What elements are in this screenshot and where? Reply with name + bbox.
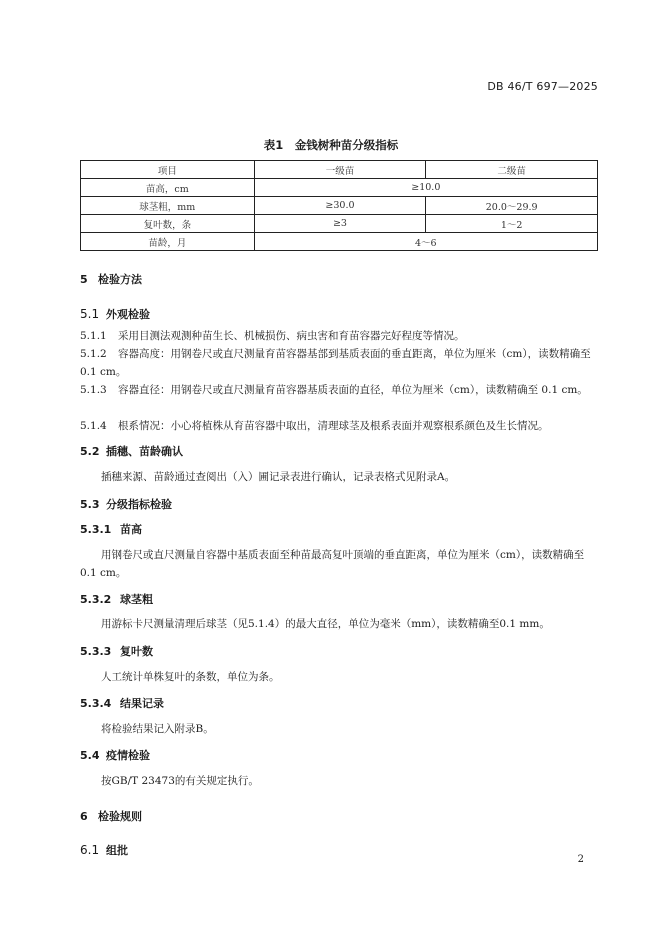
section-heading-5-2: 5.2 插穗、苗龄确认 — [80, 445, 183, 458]
table-cell-item: 苗高，cm — [81, 179, 255, 197]
paragraph-5-1-2: 5.1.2 容器高度：用钢卷尺或直尺测量育苗容器基部到基质表面的垂直距离，单位为厘米（cm），读数精确至 0.1 cm。 — [80, 348, 591, 378]
table-cell-merged: ≥10.0 — [254, 179, 597, 197]
paragraph-5-3-2: 用游标卡尺测量清理后球茎（见5.1.4）的最大直径，单位为毫米（mm），读数精确至0.1 mm。 — [101, 618, 550, 630]
table-header-row — [81, 161, 598, 179]
table-cell-item: 复叶数，条 — [81, 215, 255, 233]
section-heading-5-3: 5.3 分级指标检验 — [80, 498, 172, 511]
paragraph-5-4: 按GB/T 23473的有关规定执行。 — [101, 775, 259, 787]
table-header-grade2: 二级苗 — [426, 161, 598, 179]
paragraph-5-3-4: 将检验结果记入附录B。 — [101, 723, 214, 735]
table-cell-grade1: ≥30.0 — [254, 197, 426, 215]
table-cell-grade1: ≥3 — [254, 215, 426, 233]
table-cell-grade2: 1～2 — [426, 215, 598, 233]
section-heading-6: 6 检验规则 — [80, 810, 142, 823]
section-heading-5: 5 检验方法 — [80, 273, 142, 286]
grading-table — [80, 160, 598, 251]
section-heading-5-1: 5.1 外观检验 — [80, 307, 150, 321]
table-row — [81, 233, 598, 251]
table-cell-merged: 4～6 — [254, 233, 597, 251]
table-header-grade1: 一级苗 — [254, 161, 426, 179]
section-heading-5-3-1: 5.3.1 苗高 — [80, 523, 142, 536]
table-cell-item: 苗龄，月 — [81, 233, 255, 251]
section-heading-6-1: 6.1 组批 — [80, 843, 128, 857]
page-number: 2 — [577, 854, 584, 865]
paragraph-5-2: 插穗来源、苗龄通过查阅出（入）圃记录表进行确认，记录表格式见附录A。 — [101, 471, 456, 483]
paragraph-5-3-3: 人工统计单株复叶的条数，单位为条。 — [101, 671, 280, 683]
paragraph-5-3-1: 用钢卷尺或直尺测量自容器中基质表面至种苗最高复叶顶端的垂直距离，单位为厘米（cm），读数精确至0.1 cm。 — [80, 549, 585, 579]
table-caption: 表1 金钱树种苗分级指标 — [263, 138, 399, 152]
paragraph-5-1-1: 5.1.1 采用目测法观测种苗生长、机械损伤、病虫害和育苗容器完好程度等情况。 — [80, 330, 465, 342]
section-heading-5-3-2: 5.3.2 球茎粗 — [80, 593, 153, 606]
section-heading-5-3-4: 5.3.4 结果记录 — [80, 697, 164, 710]
section-heading-5-3-3: 5.3.3 复叶数 — [80, 645, 153, 658]
paragraph-5-1-3: 5.1.3 容器直径：用钢卷尺或直尺测量育苗容器基质表面的直径，单位为厘米（cm），读数精确至 0.1 cm。 — [80, 384, 588, 396]
table-cell-grade2: 20.0～29.9 — [426, 197, 598, 215]
table-row — [81, 197, 598, 215]
section-heading-5-4: 5.4 疫情检验 — [80, 749, 150, 762]
standard-code-header: DB 46/T 697—2025 — [487, 80, 598, 93]
table-header-item: 项目 — [81, 161, 255, 179]
table-row — [81, 179, 598, 197]
table-cell-item: 球茎粗，mm — [81, 197, 255, 215]
paragraph-5-1-4: 5.1.4 根系情况：小心将植株从育苗容器中取出，清理球茎及根系表面并观察根系颜色及生长情况。 — [80, 420, 549, 432]
table-row — [81, 215, 598, 233]
